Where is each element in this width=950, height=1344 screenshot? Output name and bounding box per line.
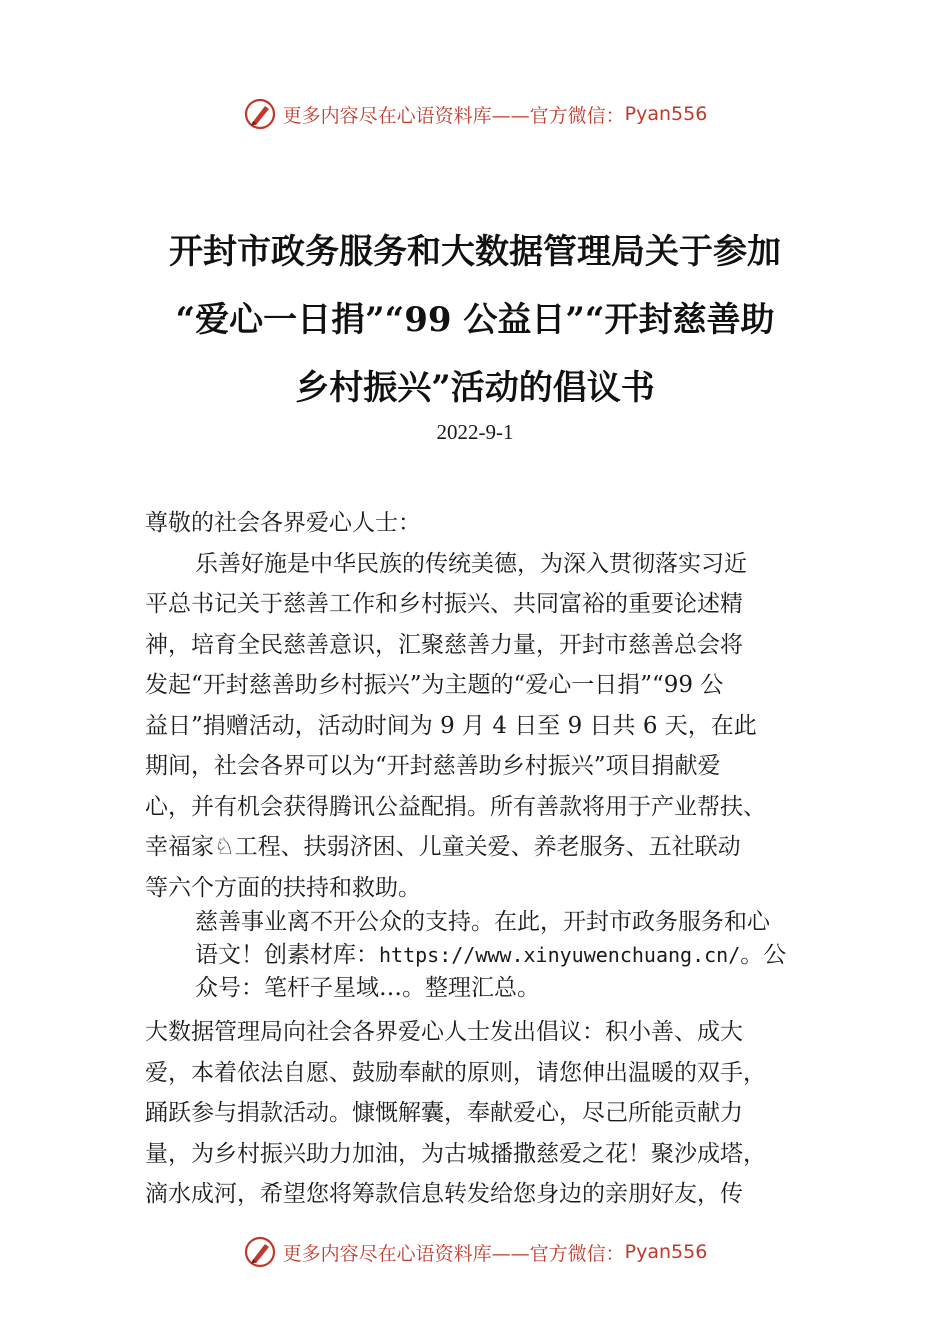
para1-line: 平总书记关于慈善工作和乡村振兴、共同富裕的重要论述精 — [145, 591, 743, 617]
para1-line: 益日”捐赠活动，活动时间为 9 月 4 日至 9 日共 6 天，在此 — [145, 712, 757, 739]
para2-line — [195, 939, 835, 972]
title-line-1: 开封市政务服务和大数据管理局关于参加 — [169, 232, 781, 272]
source-url-link[interactable]: https://www.xinyuwenchuang.cn/ — [379, 943, 741, 967]
para1-line: 期间，社会各界可以为“开封慈善助乡村振兴”项目捐献爱 — [145, 753, 721, 779]
para3-line: 量，为乡村振兴助力加油，为古城播撒慈爱之花！聚沙成塔， — [145, 1140, 766, 1167]
title-line-3: 乡村振兴”活动的倡议书 — [295, 368, 655, 408]
para2-line: 慈善事业离不开公众的支持。在此，开封市政务服务和心 — [195, 909, 770, 935]
para2-line: 众号：笔杆子星域…。整理汇总。 — [195, 975, 540, 1001]
para1-line: 发起“开封慈善助乡村振兴”为主题的“爱心一日捐”“99 公 — [145, 672, 724, 698]
body-section-1 — [145, 503, 835, 908]
body-section-2 — [195, 906, 835, 1005]
para1-line: 等六个方面的扶持和救助。 — [145, 874, 421, 901]
salutation: 尊敬的社会各界爱心人士： — [145, 510, 421, 536]
para3-line: 踊跃参与捐款活动。慷慨解囊，奉献爱心，尽己所能贡献力 — [145, 1100, 743, 1126]
para3-line: 爱，本着依法自愿、鼓励奉献的原则，请您伸出温暖的双手， — [145, 1059, 766, 1086]
title-line-2: “爱心一日捐”“99 公益日”“开封慈善助 — [175, 300, 775, 340]
document-title — [120, 218, 830, 422]
para1-line: 神，培育全民慈善意识，汇聚慈善力量，开封市慈善总会将 — [145, 631, 743, 658]
para1-line: 乐善好施是中华民族的传统美德，为深入贯彻落实习近 — [195, 550, 747, 577]
banner-text: 更多内容尽在心语资料库——官方微信： — [282, 1242, 625, 1265]
document-date: 2022-9-1 — [436, 420, 514, 444]
para3-line: 滴水成河，希望您将筹款信息转发给您身边的亲朋好友，传 — [145, 1181, 743, 1207]
para1-line: 幸福家♘工程、扶弱济困、儿童关爱、养老服务、五社联动 — [145, 834, 741, 860]
footer-banner — [0, 1232, 950, 1272]
para2-text: 语文！创素材库： — [195, 942, 379, 968]
banner-text: 更多内容尽在心语资料库——官方微信： — [282, 104, 625, 127]
banner-wechat-id: Pyan556 — [624, 1241, 708, 1263]
header-banner — [0, 94, 950, 134]
para1-line: 心，并有机会获得腾讯公益配捐。所有善款将用于产业帮扶、 — [145, 793, 766, 820]
body-section-3 — [145, 1012, 835, 1215]
banner-wechat-id: Pyan556 — [624, 103, 708, 125]
pen-logo-icon — [243, 97, 277, 131]
para3-line: 大数据管理局向社会各界爱心人士发出倡议：积小善、成大 — [145, 1019, 743, 1045]
para2-text: 。公 — [740, 942, 787, 968]
pen-logo-icon — [243, 1235, 277, 1269]
